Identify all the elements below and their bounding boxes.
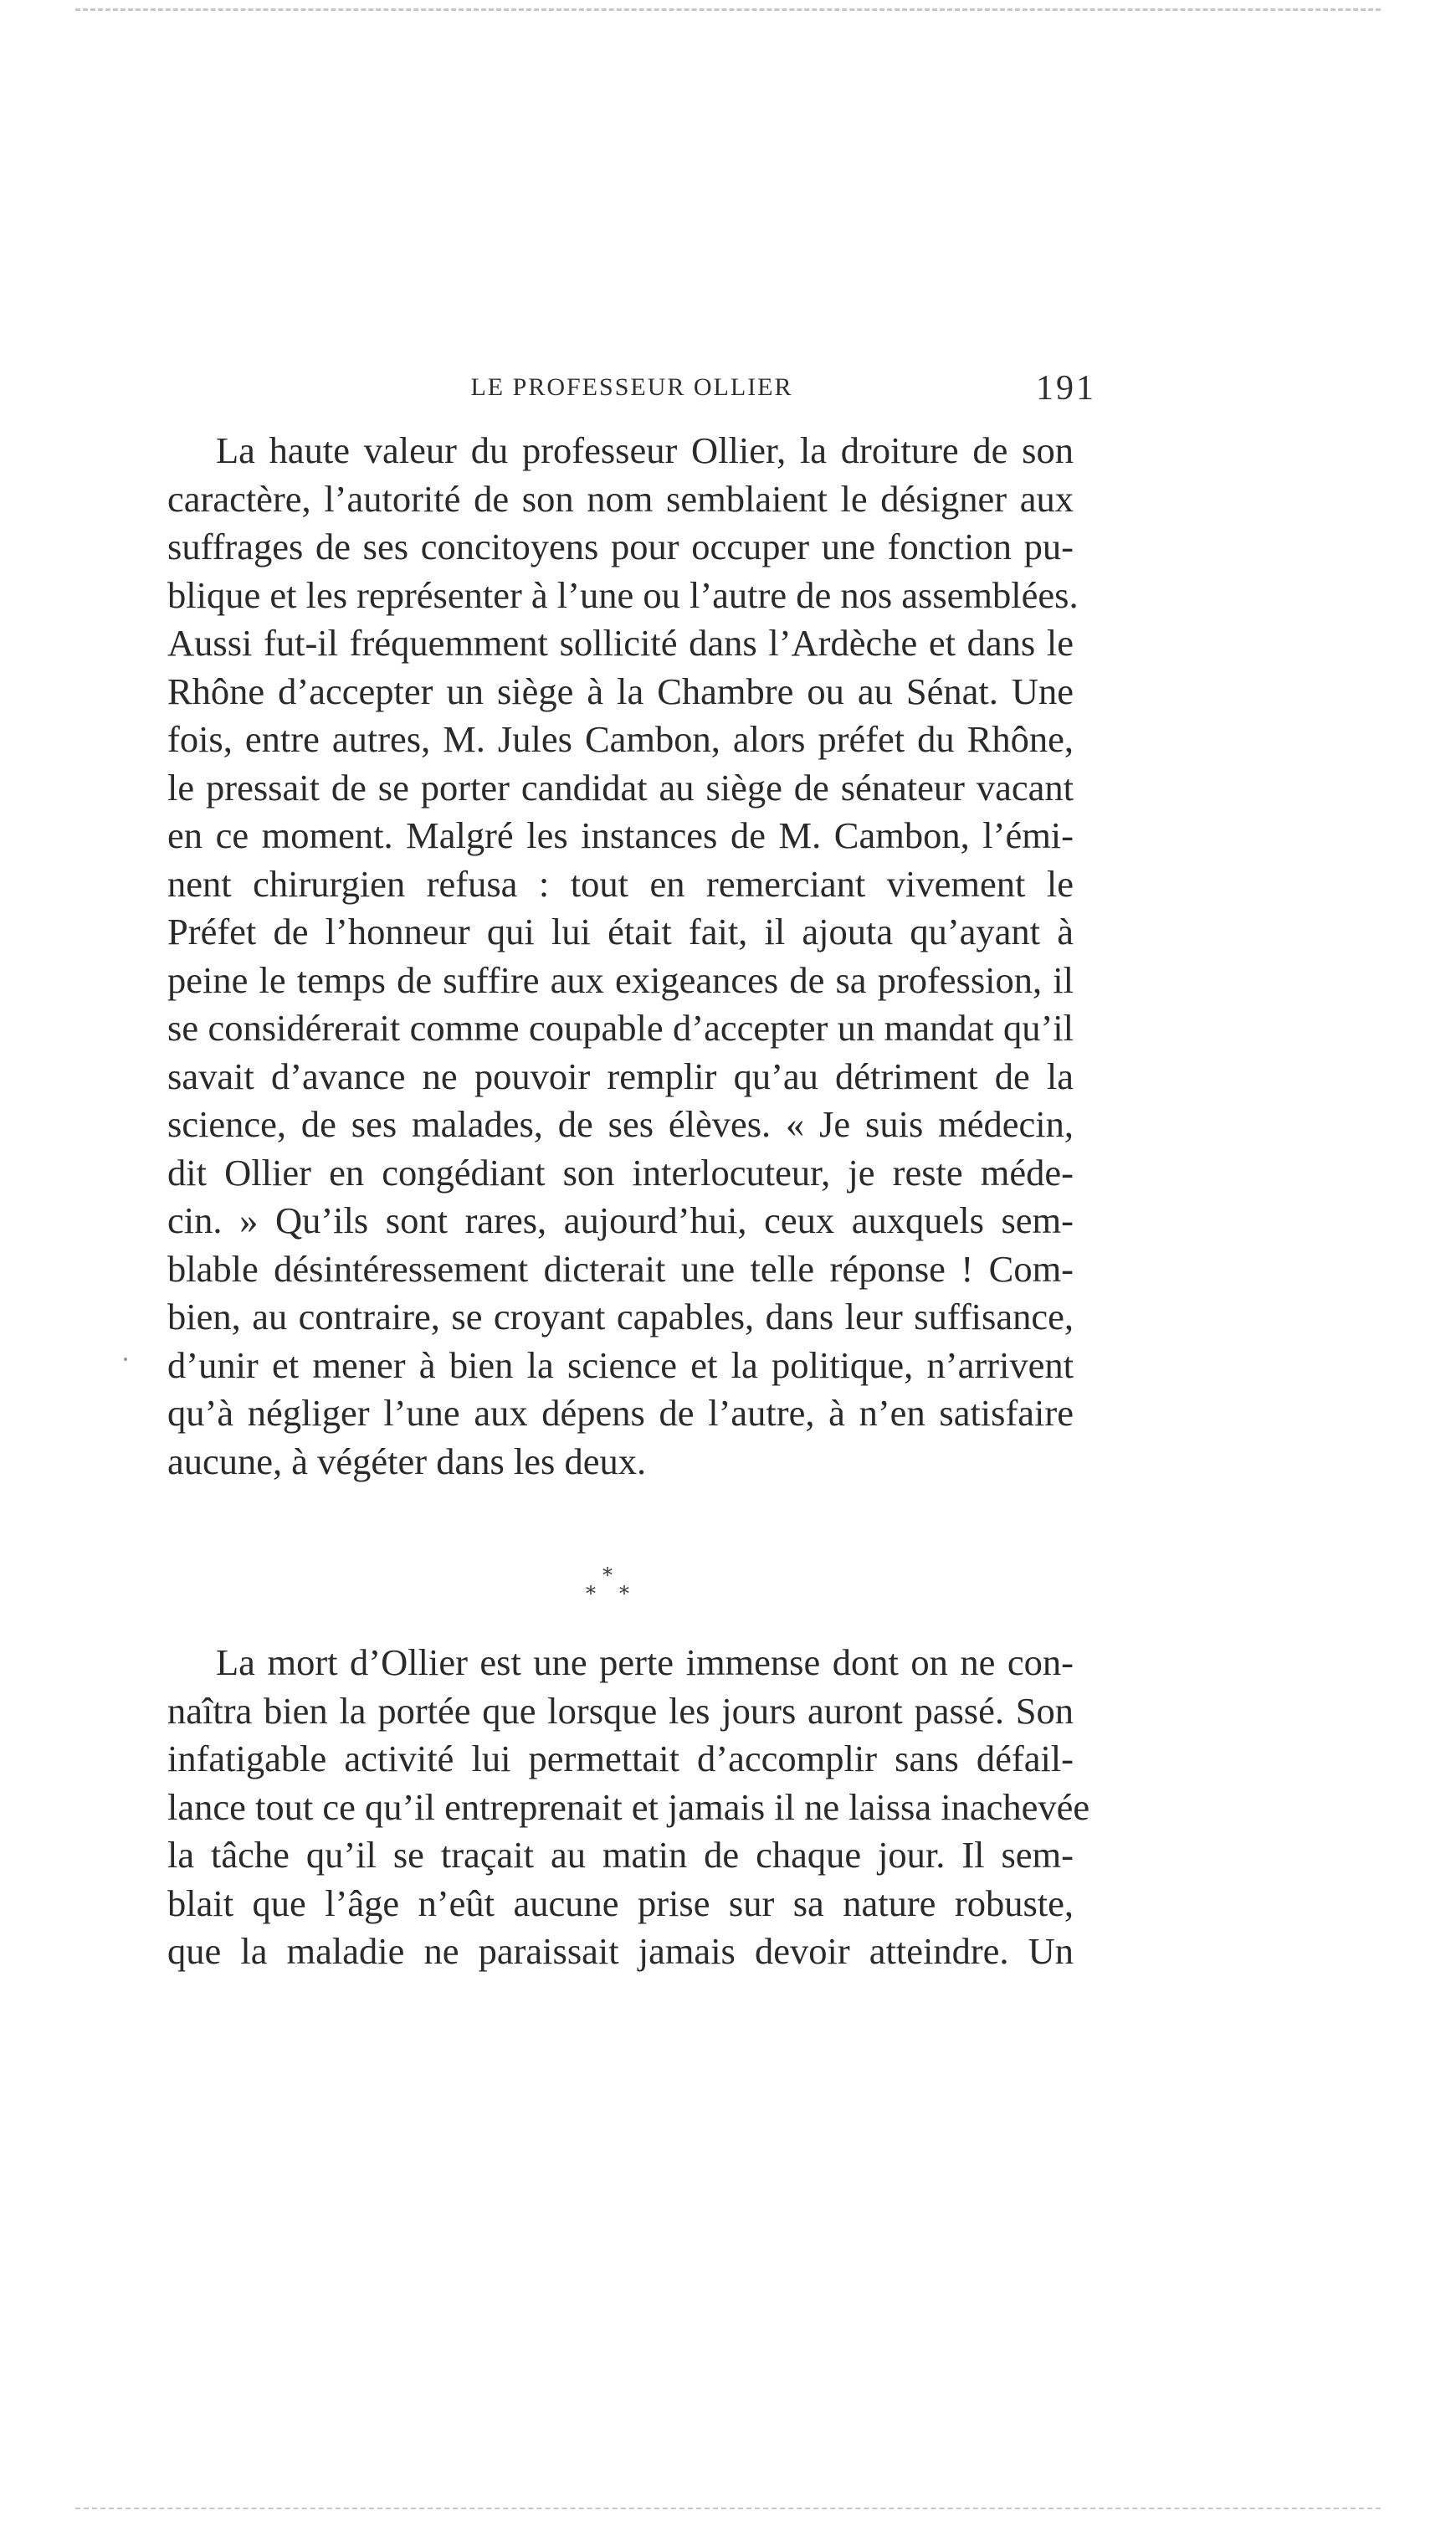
text-line: le pressait de se porter candidat au siège de sénateur vacant <box>167 766 1074 809</box>
text-line: aucune, à végéter dans les deux. <box>167 1440 647 1482</box>
scan-speck <box>124 1358 127 1361</box>
scan-edge-rule-bottom <box>75 2508 1381 2509</box>
text-line: la tâche qu’il se traçait au matin de chaque jour. Il sem- <box>167 1834 1074 1876</box>
asterism-star: * <box>586 1582 596 1605</box>
running-head <box>167 368 1096 418</box>
page-number: 191 <box>1036 369 1096 408</box>
text-line: blable désintéressement dicterait une telle réponse ! Com- <box>167 1247 1074 1290</box>
text-line: dit Ollier en congédiant son interlocuteur, je reste méde- <box>167 1151 1074 1194</box>
text-line: science, de ses malades, de ses élèves. « Je suis médecin, <box>167 1103 1074 1145</box>
text-line: lance tout ce qu’il entreprenait et jamais il ne laissa inachevée <box>167 1785 1090 1828</box>
paragraph-1 <box>167 427 1079 1486</box>
text-line: fois, entre autres, M. Jules Cambon, alors préfet du Rhône, <box>167 718 1074 760</box>
asterism-star: * <box>619 1582 629 1605</box>
text-line: savait d’avance ne pouvoir remplir qu’au détriment de la <box>167 1055 1074 1097</box>
text-line: Préfet de l’honneur qui lui était fait, il ajouta qu’ayant à <box>167 911 1074 952</box>
text-line: cin. » Qu’ils sont rares, aujourd’hui, ceux auxquels sem- <box>167 1199 1074 1241</box>
text-line: qu’à négliger l’une aux dépens de l’autre, à n’en satisfaire <box>167 1392 1074 1434</box>
text-line: d’unir et mener à bien la science et la politique, n’arrivent <box>167 1343 1074 1386</box>
scan-edge-rule-top <box>75 8 1381 11</box>
text-line: en ce moment. Malgré les instances de M. Cambon, l’émi- <box>167 814 1074 856</box>
text-line: se considérerait comme coupable d’accepter un mandat qu’il <box>167 1007 1074 1049</box>
asterism-ornament <box>569 1565 653 1615</box>
text-line: bien, au contraire, se croyant capables, dans leur suffisance, <box>167 1296 1074 1337</box>
running-title: LE PROFESSEUR OLLIER <box>470 373 793 401</box>
text-line: Aussi fut-il fréquemment sollicité dans l’Ardèche et dans le <box>167 622 1074 664</box>
text-line: La mort d’Ollier est une perte immense dont on ne con- <box>216 1641 1074 1683</box>
paragraph-2 <box>167 1639 1090 1976</box>
text-line: suffrages de ses concitoyens pour occuper une fonction pu- <box>167 526 1074 567</box>
text-line: infatigable activité lui permettait d’accomplir sans défail- <box>167 1738 1074 1779</box>
text-line: La haute valeur du professeur Ollier, la droiture de son <box>216 429 1074 471</box>
text-line: naîtra bien la portée que lorsque les jours auront passé. Son <box>167 1689 1074 1732</box>
text-line: peine le temps de suffire aux exigeances de sa profession, il <box>167 958 1074 1001</box>
text-line: nent chirurgien refusa : tout en remerciant vivement le <box>167 862 1074 905</box>
text-line: blait que l’âge n’eût aucune prise sur sa nature robuste, <box>167 1882 1074 1924</box>
asterism-star: * <box>602 1563 613 1587</box>
text-line: que la maladie ne paraissait jamais devoir atteindre. Un <box>167 1930 1074 1972</box>
text-line: Rhône d’accepter un siège à la Chambre ou au Sénat. Une <box>167 670 1074 712</box>
text-line: caractère, l’autorité de son nom semblaient le désigner aux <box>167 477 1074 520</box>
text-line: blique et les représenter à l’une ou l’autre de nos assemblées. <box>167 573 1079 616</box>
